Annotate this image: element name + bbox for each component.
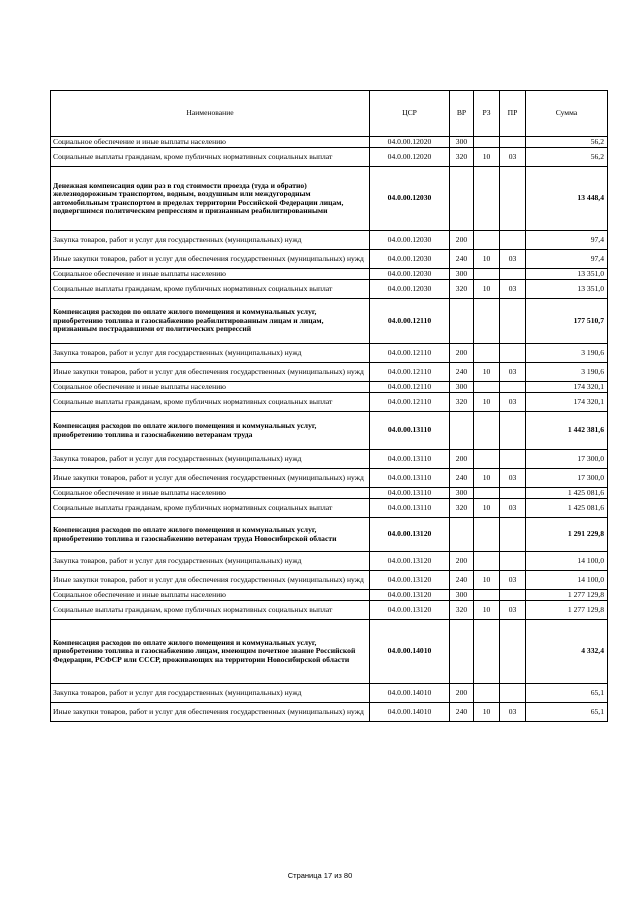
cell-name: Социальные выплаты гражданам, кроме публичных нормативных социальных выплат	[51, 601, 370, 620]
cell-name: Компенсация расходов по оплате жилого помещения и коммунальных услуг, приобретению топлива и газоснабжению ветеранам труда Новосибирской области	[51, 518, 370, 552]
table-row	[51, 469, 608, 488]
cell-name: Закупка товаров, работ и услуг для государственных (муниципальных) нужд	[51, 344, 370, 363]
table-row-section	[51, 299, 608, 344]
cell-csr: 04.0.00.13120	[370, 601, 450, 620]
cell-pr	[500, 450, 526, 469]
cell-rz	[474, 167, 500, 231]
table-row-section	[51, 167, 608, 231]
cell-pr: 03	[500, 393, 526, 412]
cell-vr	[450, 412, 474, 450]
cell-pr	[500, 488, 526, 499]
cell-csr: 04.0.00.12110	[370, 363, 450, 382]
cell-sum: 13 448,4	[526, 167, 608, 231]
cell-rz	[474, 518, 500, 552]
cell-pr	[500, 552, 526, 571]
cell-rz	[474, 590, 500, 601]
table-row	[51, 590, 608, 601]
cell-sum: 13 351,0	[526, 280, 608, 299]
cell-name: Иные закупки товаров, работ и услуг для обеспечения государственных (муниципальных) нужд	[51, 703, 370, 722]
cell-rz	[474, 382, 500, 393]
cell-vr: 300	[450, 269, 474, 280]
cell-rz	[474, 344, 500, 363]
table-row	[51, 344, 608, 363]
cell-csr: 04.0.00.13120	[370, 552, 450, 571]
cell-pr: 03	[500, 363, 526, 382]
cell-vr: 300	[450, 137, 474, 148]
cell-pr	[500, 299, 526, 344]
cell-rz	[474, 552, 500, 571]
cell-sum: 1 425 081,6	[526, 499, 608, 518]
cell-name: Социальные выплаты гражданам, кроме публичных нормативных социальных выплат	[51, 280, 370, 299]
cell-pr: 03	[500, 280, 526, 299]
cell-sum: 17 300,0	[526, 469, 608, 488]
cell-csr: 04.0.00.13110	[370, 469, 450, 488]
cell-sum: 13 351,0	[526, 269, 608, 280]
table-row	[51, 499, 608, 518]
table-row	[51, 601, 608, 620]
cell-sum: 1 442 381,6	[526, 412, 608, 450]
cell-csr: 04.0.00.12020	[370, 137, 450, 148]
table-row	[51, 450, 608, 469]
cell-rz: 10	[474, 571, 500, 590]
cell-pr	[500, 382, 526, 393]
cell-pr	[500, 684, 526, 703]
table-row	[51, 231, 608, 250]
cell-sum: 1 425 081,6	[526, 488, 608, 499]
cell-rz	[474, 299, 500, 344]
cell-vr: 200	[450, 552, 474, 571]
cell-sum: 17 300,0	[526, 450, 608, 469]
cell-sum: 174 320,1	[526, 393, 608, 412]
cell-vr	[450, 299, 474, 344]
cell-sum: 56,2	[526, 137, 608, 148]
cell-name: Компенсация расходов по оплате жилого помещения и коммунальных услуг, приобретению топлива и газоснабжению реабилитированным лицам и лицам, признанным пострадавшими от политических репрессий	[51, 299, 370, 344]
cell-vr: 200	[450, 231, 474, 250]
table-row	[51, 280, 608, 299]
budget-table	[50, 90, 608, 722]
cell-sum: 1 291 229,8	[526, 518, 608, 552]
header-vr: ВР	[450, 91, 474, 137]
cell-pr	[500, 344, 526, 363]
cell-sum: 65,1	[526, 684, 608, 703]
cell-name: Компенсация расходов по оплате жилого помещения и коммунальных услуг, приобретению топлива и газоснабжению лицам, имеющим почетное звание Российской Федерации, РСФСР или СССР, проживающих на территории Новосибирской области	[51, 620, 370, 684]
cell-name: Закупка товаров, работ и услуг для государственных (муниципальных) нужд	[51, 231, 370, 250]
cell-name: Иные закупки товаров, работ и услуг для обеспечения государственных (муниципальных) нужд	[51, 363, 370, 382]
cell-name: Социальное обеспечение и иные выплаты населению	[51, 488, 370, 499]
cell-rz	[474, 488, 500, 499]
cell-vr: 240	[450, 250, 474, 269]
cell-vr: 320	[450, 601, 474, 620]
table-row	[51, 393, 608, 412]
cell-csr: 04.0.00.14010	[370, 620, 450, 684]
cell-vr: 200	[450, 450, 474, 469]
header-pr: ПР	[500, 91, 526, 137]
cell-pr: 03	[500, 703, 526, 722]
table-row	[51, 488, 608, 499]
table-row	[51, 148, 608, 167]
cell-pr: 03	[500, 571, 526, 590]
header-csr: ЦСР	[370, 91, 450, 137]
cell-csr: 04.0.00.12110	[370, 344, 450, 363]
cell-pr	[500, 518, 526, 552]
table-row	[51, 363, 608, 382]
cell-vr: 300	[450, 382, 474, 393]
cell-pr	[500, 231, 526, 250]
cell-pr	[500, 620, 526, 684]
cell-vr: 240	[450, 469, 474, 488]
cell-sum: 4 332,4	[526, 620, 608, 684]
cell-vr: 200	[450, 344, 474, 363]
cell-pr	[500, 137, 526, 148]
header-row	[51, 91, 608, 137]
cell-csr: 04.0.00.12030	[370, 250, 450, 269]
table-header	[51, 91, 608, 137]
cell-sum: 1 277 129,8	[526, 601, 608, 620]
cell-vr	[450, 167, 474, 231]
table-row	[51, 684, 608, 703]
cell-name: Компенсация расходов по оплате жилого помещения и коммунальных услуг, приобретению топлива и газоснабжению ветеранам труда	[51, 412, 370, 450]
cell-rz: 10	[474, 280, 500, 299]
cell-name: Закупка товаров, работ и услуг для государственных (муниципальных) нужд	[51, 552, 370, 571]
cell-csr: 04.0.00.13120	[370, 571, 450, 590]
cell-name: Иные закупки товаров, работ и услуг для обеспечения государственных (муниципальных) нужд	[51, 250, 370, 269]
cell-name: Социальные выплаты гражданам, кроме публичных нормативных социальных выплат	[51, 148, 370, 167]
cell-pr	[500, 412, 526, 450]
cell-csr: 04.0.00.12110	[370, 393, 450, 412]
cell-pr	[500, 269, 526, 280]
cell-csr: 04.0.00.12030	[370, 167, 450, 231]
cell-csr: 04.0.00.12110	[370, 299, 450, 344]
table-row-section	[51, 620, 608, 684]
cell-pr	[500, 167, 526, 231]
cell-sum: 65,1	[526, 703, 608, 722]
cell-sum: 3 190,6	[526, 363, 608, 382]
cell-csr: 04.0.00.12030	[370, 231, 450, 250]
cell-rz: 10	[474, 393, 500, 412]
table-row	[51, 571, 608, 590]
cell-name: Социальные выплаты гражданам, кроме публичных нормативных социальных выплат	[51, 499, 370, 518]
cell-rz: 10	[474, 601, 500, 620]
cell-vr: 300	[450, 590, 474, 601]
cell-rz	[474, 684, 500, 703]
cell-sum: 56,2	[526, 148, 608, 167]
cell-pr: 03	[500, 601, 526, 620]
cell-vr: 240	[450, 703, 474, 722]
cell-vr	[450, 620, 474, 684]
cell-name: Денежная компенсация один раз в год стоимости проезда (туда и обратно) железнодорожным транспортом, водным, воздушным или междугородным автомобильным транспортом в пределах территории Российской Федерации лицам, подвергшимся политическим репрессиям и признанным реабилитированными	[51, 167, 370, 231]
cell-name: Социальное обеспечение и иные выплаты населению	[51, 269, 370, 280]
cell-rz: 10	[474, 703, 500, 722]
cell-rz	[474, 450, 500, 469]
cell-csr: 04.0.00.13120	[370, 518, 450, 552]
cell-csr: 04.0.00.14010	[370, 703, 450, 722]
table-row	[51, 703, 608, 722]
cell-name: Социальное обеспечение и иные выплаты населению	[51, 382, 370, 393]
cell-rz	[474, 137, 500, 148]
table-row	[51, 137, 608, 148]
cell-vr: 320	[450, 148, 474, 167]
cell-vr: 320	[450, 499, 474, 518]
cell-name: Иные закупки товаров, работ и услуг для обеспечения государственных (муниципальных) нужд	[51, 571, 370, 590]
cell-sum: 1 277 129,8	[526, 590, 608, 601]
cell-sum: 14 100,0	[526, 552, 608, 571]
cell-rz	[474, 620, 500, 684]
cell-name: Социальные выплаты гражданам, кроме публичных нормативных социальных выплат	[51, 393, 370, 412]
cell-sum: 177 510,7	[526, 299, 608, 344]
table-row	[51, 382, 608, 393]
cell-sum: 3 190,6	[526, 344, 608, 363]
cell-vr: 200	[450, 684, 474, 703]
cell-sum: 97,4	[526, 231, 608, 250]
cell-name: Социальное обеспечение и иные выплаты населению	[51, 137, 370, 148]
cell-csr: 04.0.00.13110	[370, 499, 450, 518]
cell-name: Иные закупки товаров, работ и услуг для обеспечения государственных (муниципальных) нужд	[51, 469, 370, 488]
cell-pr: 03	[500, 499, 526, 518]
cell-csr: 04.0.00.12110	[370, 382, 450, 393]
cell-csr: 04.0.00.13110	[370, 412, 450, 450]
header-sum: Сумма	[526, 91, 608, 137]
cell-rz: 10	[474, 499, 500, 518]
cell-pr	[500, 590, 526, 601]
cell-csr: 04.0.00.13110	[370, 450, 450, 469]
cell-vr	[450, 518, 474, 552]
table-row	[51, 269, 608, 280]
cell-rz: 10	[474, 363, 500, 382]
table-row-section	[51, 518, 608, 552]
cell-pr: 03	[500, 469, 526, 488]
cell-rz	[474, 269, 500, 280]
table-row-section	[51, 412, 608, 450]
cell-pr: 03	[500, 148, 526, 167]
cell-sum: 97,4	[526, 250, 608, 269]
cell-pr: 03	[500, 250, 526, 269]
cell-csr: 04.0.00.14010	[370, 684, 450, 703]
table-row	[51, 552, 608, 571]
cell-csr: 04.0.00.13110	[370, 488, 450, 499]
cell-vr: 240	[450, 363, 474, 382]
cell-rz: 10	[474, 469, 500, 488]
cell-rz: 10	[474, 148, 500, 167]
cell-name: Социальное обеспечение и иные выплаты населению	[51, 590, 370, 601]
cell-vr: 300	[450, 488, 474, 499]
cell-rz: 10	[474, 250, 500, 269]
cell-vr: 320	[450, 393, 474, 412]
cell-rz	[474, 412, 500, 450]
header-name: Наименование	[51, 91, 370, 137]
table-body	[51, 137, 608, 722]
cell-sum: 14 100,0	[526, 571, 608, 590]
page-number: Страница 17 из 80	[287, 871, 353, 880]
cell-sum: 174 320,1	[526, 382, 608, 393]
cell-csr: 04.0.00.12020	[370, 148, 450, 167]
header-rz: РЗ	[474, 91, 500, 137]
cell-name: Закупка товаров, работ и услуг для государственных (муниципальных) нужд	[51, 684, 370, 703]
table-row	[51, 250, 608, 269]
cell-csr: 04.0.00.13120	[370, 590, 450, 601]
cell-vr: 240	[450, 571, 474, 590]
cell-rz	[474, 231, 500, 250]
cell-vr: 320	[450, 280, 474, 299]
cell-name: Закупка товаров, работ и услуг для государственных (муниципальных) нужд	[51, 450, 370, 469]
cell-csr: 04.0.00.12030	[370, 280, 450, 299]
cell-csr: 04.0.00.12030	[370, 269, 450, 280]
